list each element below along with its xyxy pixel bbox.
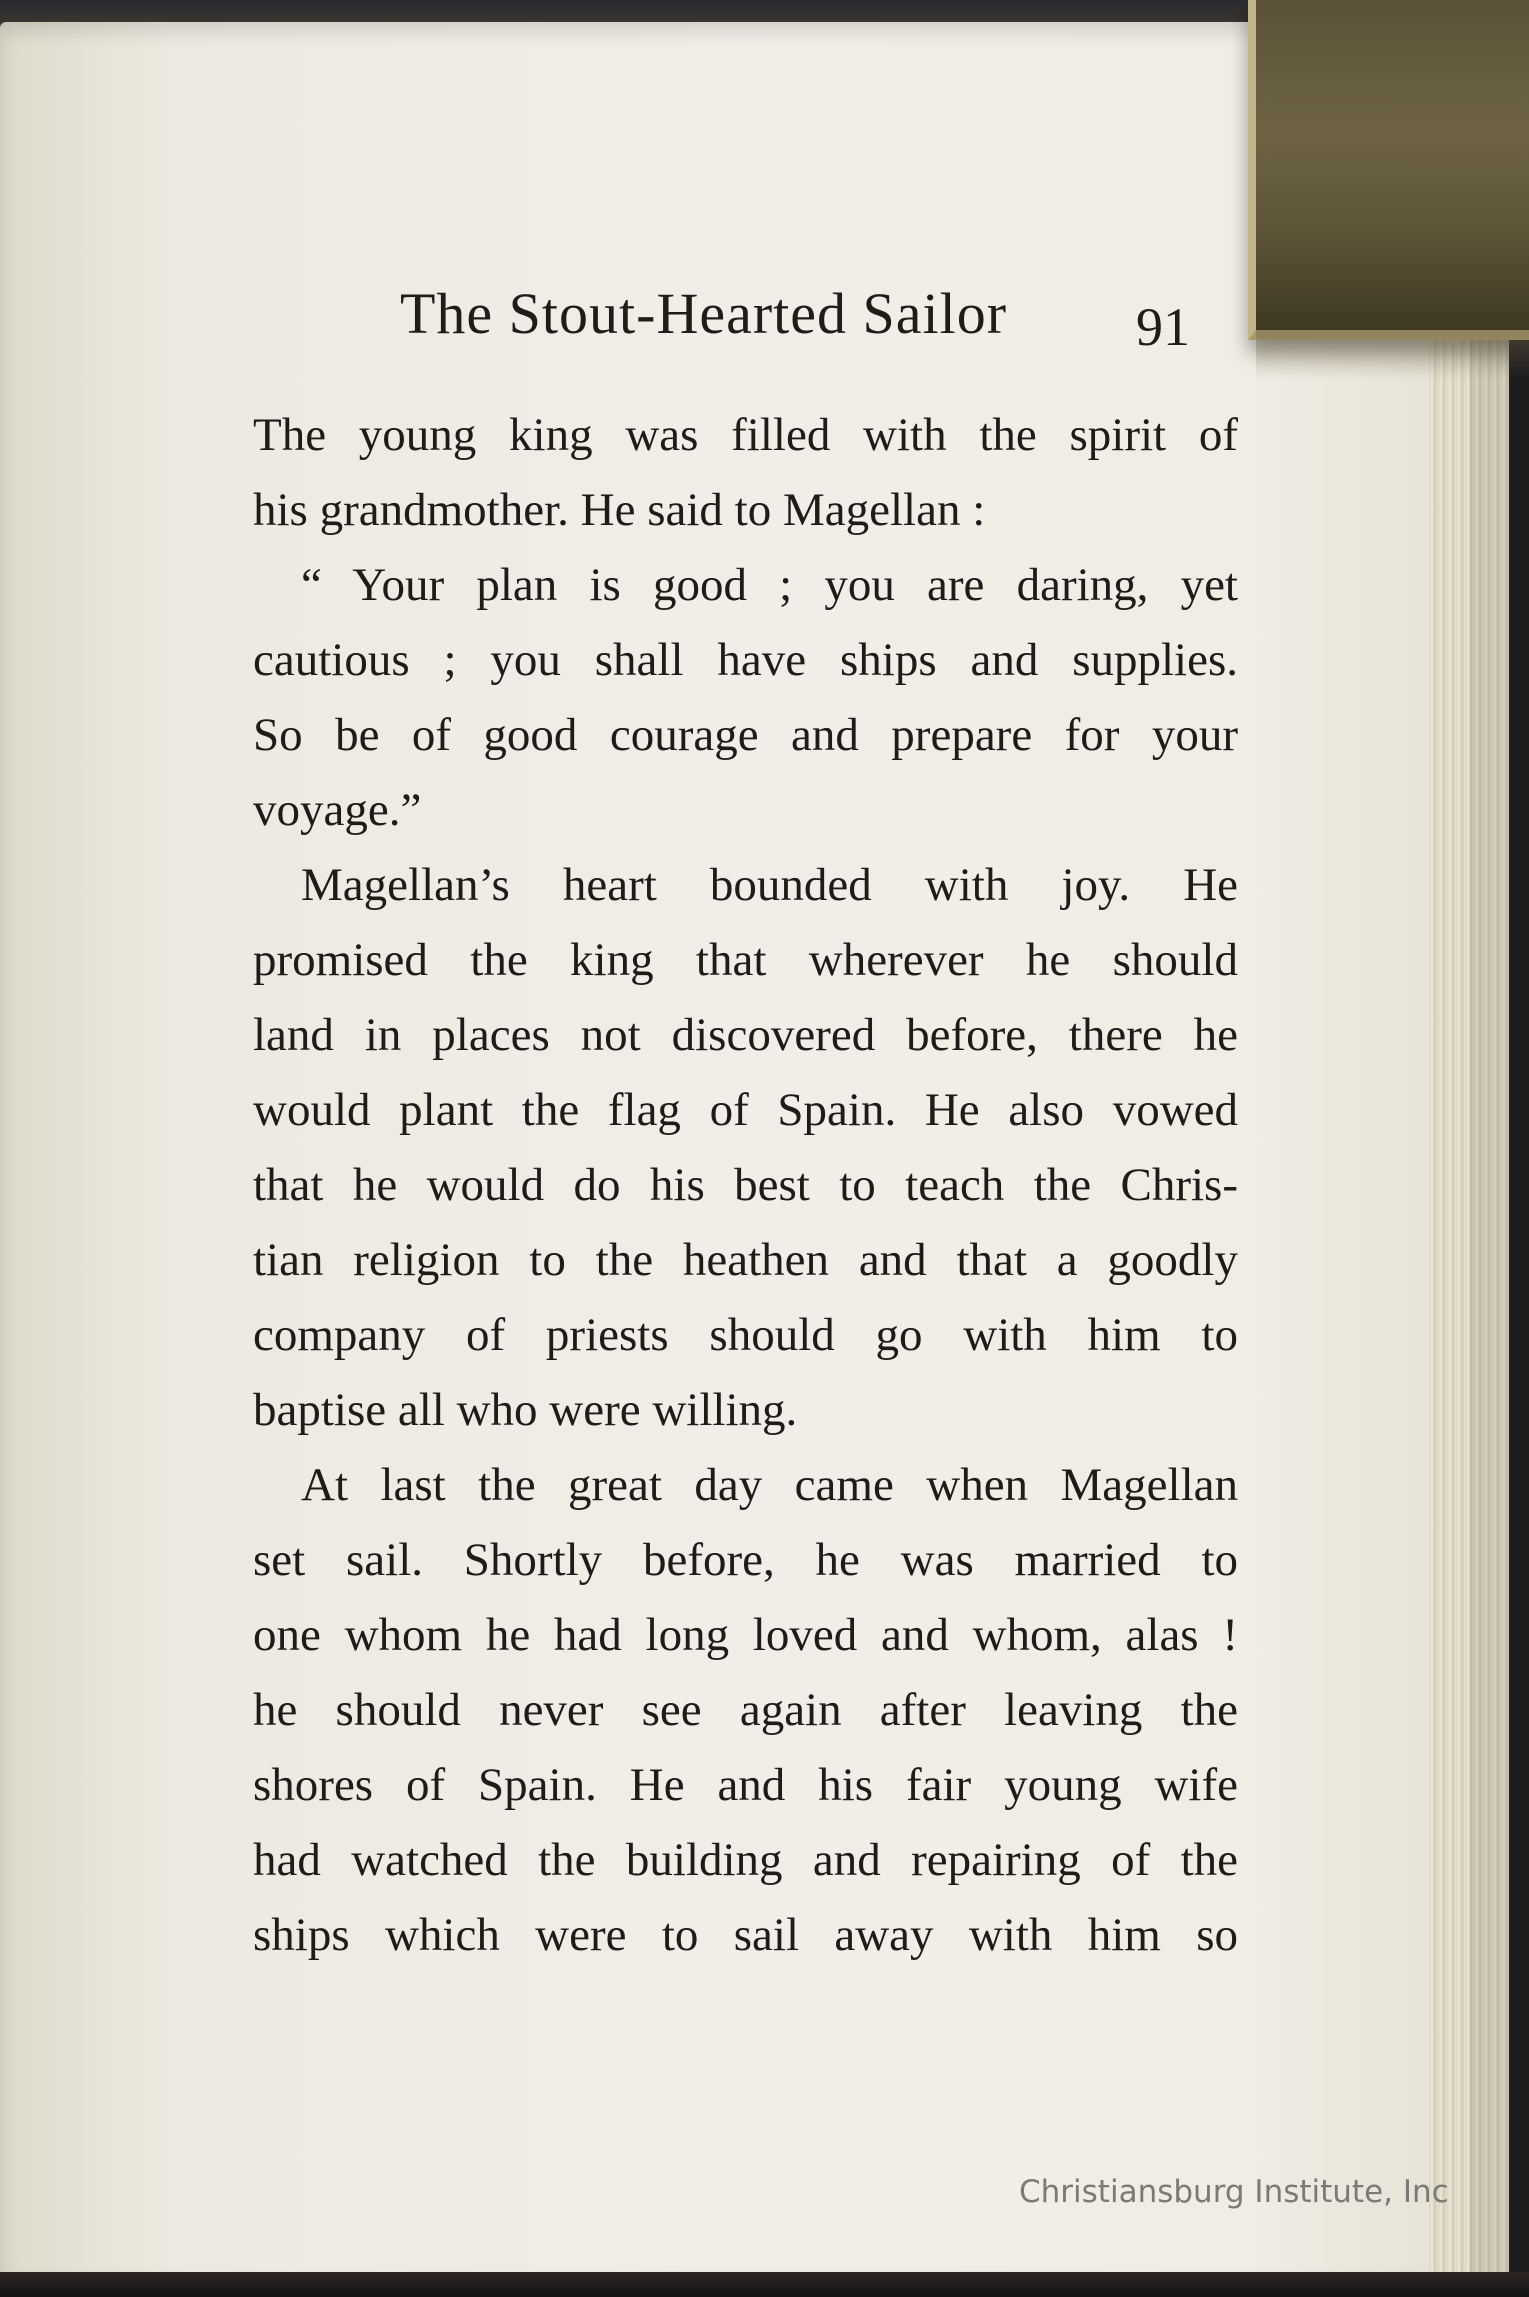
text-line: he should never see again after leaving the [253, 1684, 1238, 1736]
text-line: The young king was filled with the spirit of [253, 409, 1238, 461]
text-line: cautious ; you shall have ships and supplies. [253, 634, 1238, 686]
page-edge [1429, 330, 1509, 2290]
cover-shadow [1256, 330, 1529, 380]
header-title: The Stout-Hearted Sailor [400, 281, 1008, 346]
body-text [253, 398, 1238, 1973]
text-line: one whom he had long loved and whom, alas ! [253, 1609, 1238, 1661]
text-line: baptise all who were willing. [253, 1384, 798, 1436]
text-line: company of priests should go with him to [253, 1309, 1238, 1361]
text-line: At last the great day came when Magellan [301, 1459, 1238, 1511]
text-line: his grandmother. He said to Magellan : [253, 484, 986, 536]
page-number: 91 [1136, 297, 1190, 357]
text-line: voyage.” [253, 784, 422, 836]
text-line: tian religion to the heathen and that a goodly [253, 1234, 1238, 1286]
text-line: had watched the building and repairing of the [253, 1834, 1238, 1886]
text-line: So be of good courage and prepare for your [253, 709, 1238, 761]
text-line: ships which were to sail away with him so [253, 1909, 1238, 1961]
book-cover-corner [1248, 0, 1529, 340]
text-line: land in places not discovered before, there he [253, 1009, 1238, 1061]
text-line: “ Your plan is good ; you are daring, yet [301, 559, 1238, 611]
watermark: Christiansburg Institute, Inc [1019, 2174, 1449, 2210]
text-line: promised the king that wherever he should [253, 934, 1238, 986]
text-line: would plant the flag of Spain. He also vowed [253, 1084, 1238, 1136]
text-line: set sail. Shortly before, he was married to [253, 1534, 1238, 1586]
text-line: Magellan’s heart bounded with joy. He [301, 859, 1238, 911]
bottom-background [0, 2272, 1529, 2297]
running-header [400, 280, 1200, 360]
text-line: shores of Spain. He and his fair young wife [253, 1759, 1238, 1811]
text-line: that he would do his best to teach the Chris- [253, 1159, 1238, 1211]
